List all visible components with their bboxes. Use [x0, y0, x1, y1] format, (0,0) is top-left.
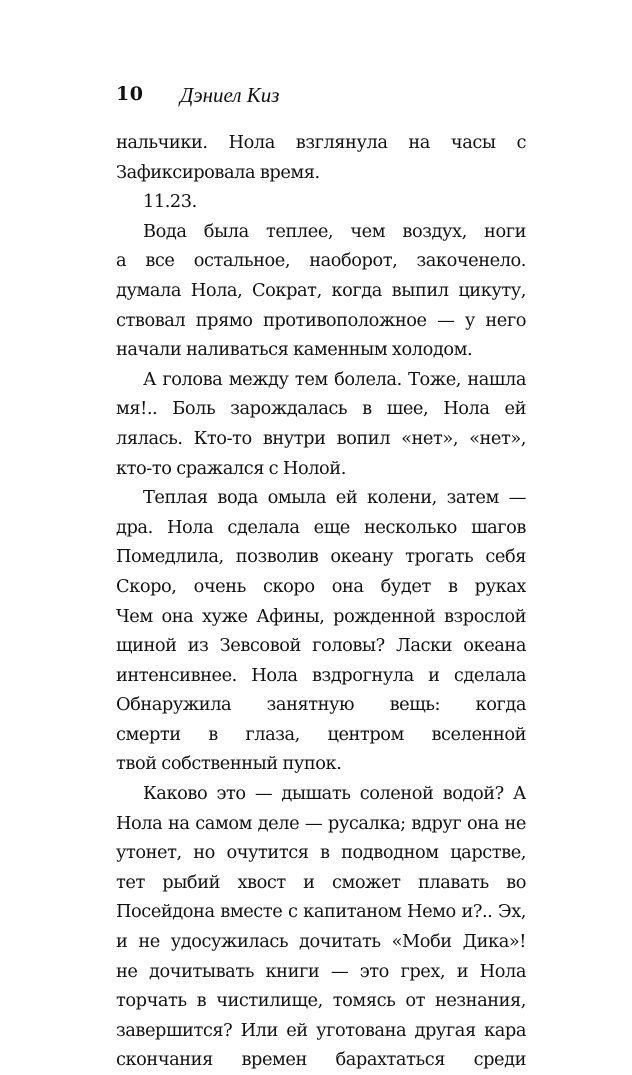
text-line-content: тет рыбий хвост и сможет плавать во: [116, 871, 526, 893]
text-line: [116, 365, 526, 395]
text-line-content: интенсивнее. Нола вздрогнула и сделала: [116, 664, 526, 686]
text-line: [116, 276, 526, 306]
text-line: [116, 424, 526, 454]
text-line: [116, 394, 526, 424]
text-line: [116, 542, 526, 572]
text-line: [116, 927, 526, 957]
text-line-content: Посейдона вместе с капитаном Немо и?.. Эх,: [116, 901, 526, 923]
text-line: [116, 631, 526, 661]
text-line-content: А голова между тем болела. Тоже, нашла: [143, 368, 526, 390]
text-line-content: Скоро, очень скоро она будет в руках: [116, 575, 526, 597]
text-line-content: не дочитывать книги — это грех, и Нола: [116, 960, 526, 982]
text-line: [116, 809, 526, 839]
text-line-content: торчать в чистилище, томясь от незнания,: [116, 990, 526, 1012]
text-line: [116, 957, 526, 987]
text-line-content: смерти в глаза, центром вселенной: [116, 723, 526, 745]
text-line: [116, 897, 526, 927]
text-line: [116, 306, 526, 336]
text-line-content: щиной из Зевсовой головы? Ласки океана: [116, 635, 526, 657]
text-line: [116, 602, 526, 632]
page-header: [116, 83, 536, 113]
text-line-content: утонет, но очутится в подводном царстве,: [116, 842, 526, 864]
text-line-content: Нола на самом деле — русалка; вдруг она не: [116, 812, 526, 834]
text-line: [116, 217, 526, 247]
text-line-content: Чем она хуже Афины, рожденной взрослой: [116, 605, 526, 627]
text-line-content: Помедлила, позволив океану трогать себя: [116, 546, 526, 568]
text-line-content: скончания времен барахтаться среди: [116, 1049, 526, 1071]
text-line-content: Каково это — дышать соленой водой? А: [143, 783, 526, 805]
text-line: [116, 779, 526, 809]
text-line-content: начали наливаться каменным холодом.: [116, 339, 473, 361]
text-line-content: завершится? Или ей уготована другая кара: [116, 1019, 526, 1041]
text-line-content: Вода была теплее, чем воздух, ноги: [143, 220, 526, 242]
text-line-content: кто-то сражался с Нолой.: [116, 457, 346, 479]
text-line-content: Теплая вода омыла ей колени, затем —: [143, 487, 526, 509]
page-number: 10: [116, 83, 144, 105]
text-line-content: нальчики. Нола взглянула на часы с: [116, 132, 526, 153]
text-line: [116, 986, 526, 1016]
text-line: [116, 838, 526, 868]
text-line: [116, 128, 526, 158]
running-head-author: Дэниел Киз: [180, 83, 280, 107]
text-line-content: думала Нола, Сократ, когда выпил цикуту,: [116, 279, 526, 301]
text-line: [116, 572, 526, 602]
text-line: [116, 335, 526, 365]
text-line: [116, 749, 526, 779]
text-line-content: Зафиксировала время.: [116, 161, 320, 183]
text-line: [116, 1045, 526, 1075]
text-line: [116, 454, 526, 484]
text-line: [116, 513, 526, 543]
text-line: [116, 661, 526, 691]
text-line: [116, 158, 526, 188]
text-line-content: лялась. Кто-то внутри вопил «нет», «нет»,: [116, 427, 526, 449]
text-line-content: а все остальное, наоборот, закоченело.: [116, 250, 526, 272]
text-line-content: 11.23.: [143, 191, 197, 213]
text-line-content: твой собственный пупок.: [116, 753, 342, 775]
text-line: [116, 720, 526, 750]
text-line-content: ствовал прямо противоположное — у него: [116, 309, 526, 331]
text-line-content: Обнаружила занятную вещь: когда: [116, 694, 526, 716]
text-line-content: и не удосужилась дочитать «Моби Дика»!: [116, 931, 526, 953]
text-line: [116, 690, 526, 720]
text-line-content: мя!.. Боль зарождалась в шее, Нола ей: [116, 398, 526, 420]
text-line: [116, 483, 526, 513]
text-line: [116, 868, 526, 898]
text-line: [116, 1016, 526, 1046]
text-line: [116, 246, 526, 276]
text-line-content: дра. Нола сделала еще несколько шагов: [116, 516, 526, 538]
body-text: [116, 128, 526, 1075]
text-line: [116, 187, 526, 217]
